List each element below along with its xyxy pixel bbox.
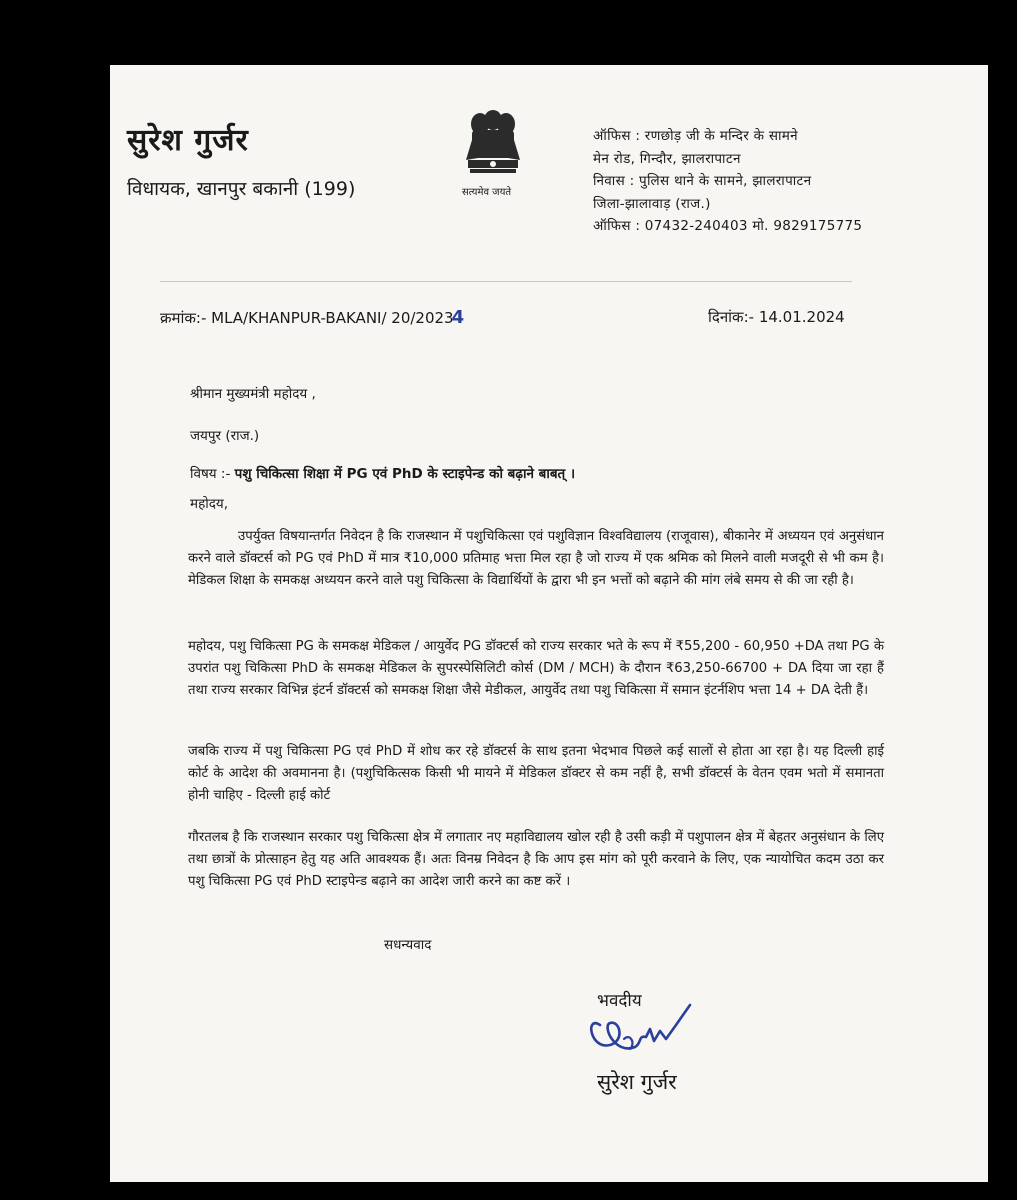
thanks-text: सधन्यवाद <box>384 937 432 953</box>
letterhead-designation: विधायक, खानपुर बकानी (199) <box>127 178 356 200</box>
body-paragraph-1: उपर्युक्त विषयान्तर्गत निवेदन है कि राजस्थान में पशुचिकित्सा एवं पशुविज्ञान विश्वविद्यालय (राजूवास), बीकानेर में अध्ययन एवं अनुसंधान करने वाले डॉक्टर्स को PG एवं PhD में मात्र ₹10,000 प्रतिमाह भत्ता मिल रहा है जो राज्य में एक श्रमिक को मिलने वाली मजदूरी से भी कम है। मेडिकल शिक्षा के समकक्ष अध्ययन करने वाले पशु चिकित्सा के विद्यार्थियों के द्वारा भी इन भत्तों को बढ़ाने की मांग लंबे समय से की जा रही है। <box>188 529 884 589</box>
reference-value: MLA/KHANPUR-BAKANI/ 20/2023 <box>211 309 454 327</box>
letterhead-name: सुरेश गुर्जर <box>127 123 249 158</box>
subject-text: पशु चिकित्सा शिक्षा में PG एवं PhD के स्टाइपेन्ड को बढ़ाने बाबत् । <box>234 466 576 482</box>
address-line-road: मेन रोड, गिन्दौर, झालरापाटन <box>593 151 741 167</box>
address-line-residence: निवास : पुलिस थाने के सामने, झालरापाटन <box>593 173 812 189</box>
header-divider <box>160 281 852 282</box>
handwritten-signature <box>580 995 720 1065</box>
subject-line <box>190 464 575 482</box>
address-line-district: जिला-झालावाड़ (राज.) <box>593 196 711 212</box>
reference-handwritten-digit: 4 <box>451 307 465 328</box>
date-value: 14.01.2024 <box>758 308 845 326</box>
address-line-office: ऑफिस : रणछोड़ जी के मन्दिर के सामने <box>593 128 798 144</box>
recipient-salutation: श्रीमान मुख्यमंत्री महोदय , <box>190 386 316 402</box>
address-line-phone: ऑफिस : 07432-240403 मो. 9829175775 <box>593 218 863 234</box>
body-paragraph-4: गौरतलब है कि राजस्थान सरकार पशु चिकित्सा क्षेत्र में लगातार नए महाविद्यालय खोल रही है उसी कड़ी में पशुपालन क्षेत्र में बेहतर अनुसंधान के लिए तथा छात्रों के प्रोत्साहन हेतु यह अति आवश्यक हैं। अतः विनम्र निवेदन है कि आप इस मांग को पूरी करवाने के लिए, एक न्यायोचित कदम उठा कर पशु चिकित्सा PG एवं PhD स्टाइपेन्ड बढ़ाने का आदेश जारी करने का कष्ट करें । <box>188 830 884 890</box>
recipient-city: जयपुर (राज.) <box>190 428 260 444</box>
subject-label: विषय :- <box>190 466 231 482</box>
reference-number <box>160 307 464 328</box>
body-paragraph-3: जबकि राज्य में पशु चिकित्सा PG एवं PhD में शोध कर रहे डॉक्टर्स के साथ इतना भेदभाव पिछले कई सालों से होता आ रहा है। यह दिल्ली हाई कोर्ट के आदेश की अवमानना है। (पशुचिकित्सक किसी भी मायने में मेडिकल डॉक्टर से कम नहीं है, सभी डॉक्टर्स के वेतन एवम भतो में समानता होनी चाहिए - दिल्ली हाई कोर्ट <box>188 744 884 804</box>
body-paragraph-2: महोदय, पशु चिकित्सा PG के समकक्ष मेडिकल / आयुर्वेद PG डॉक्टर्स को राज्य सरकार भते के रूप में ₹55,200 - 60,950 +DA तथा PG के उपरांत पशु चिकित्सा PhD के समकक्ष मेडिकल के सुपरस्पेसिलिटी कोर्स (DM / MCH) के दौरान ₹63,250-66700 + DA दिया जा रहा हैं तथा राज्य सरकार विभिन्न इंटर्न डॉक्टर्स को समकक्ष शिक्षा जैसे मेडीकल, आयुर्वेद तथा पशु चिकित्सा में समान इंटर्नशिप भत्ता 14 + DA देती हैं। <box>188 639 884 699</box>
emblem-motto: सत्यमेव जयते <box>462 187 512 198</box>
greeting: महोदय, <box>190 496 229 512</box>
date-label: दिनांक:- <box>708 308 755 326</box>
closing-text: भवदीय <box>597 991 642 1011</box>
reference-label: क्रमांक:- <box>160 309 207 327</box>
letter-date <box>708 307 845 327</box>
signer-name: सुरेश गुर्जर <box>597 1070 677 1094</box>
